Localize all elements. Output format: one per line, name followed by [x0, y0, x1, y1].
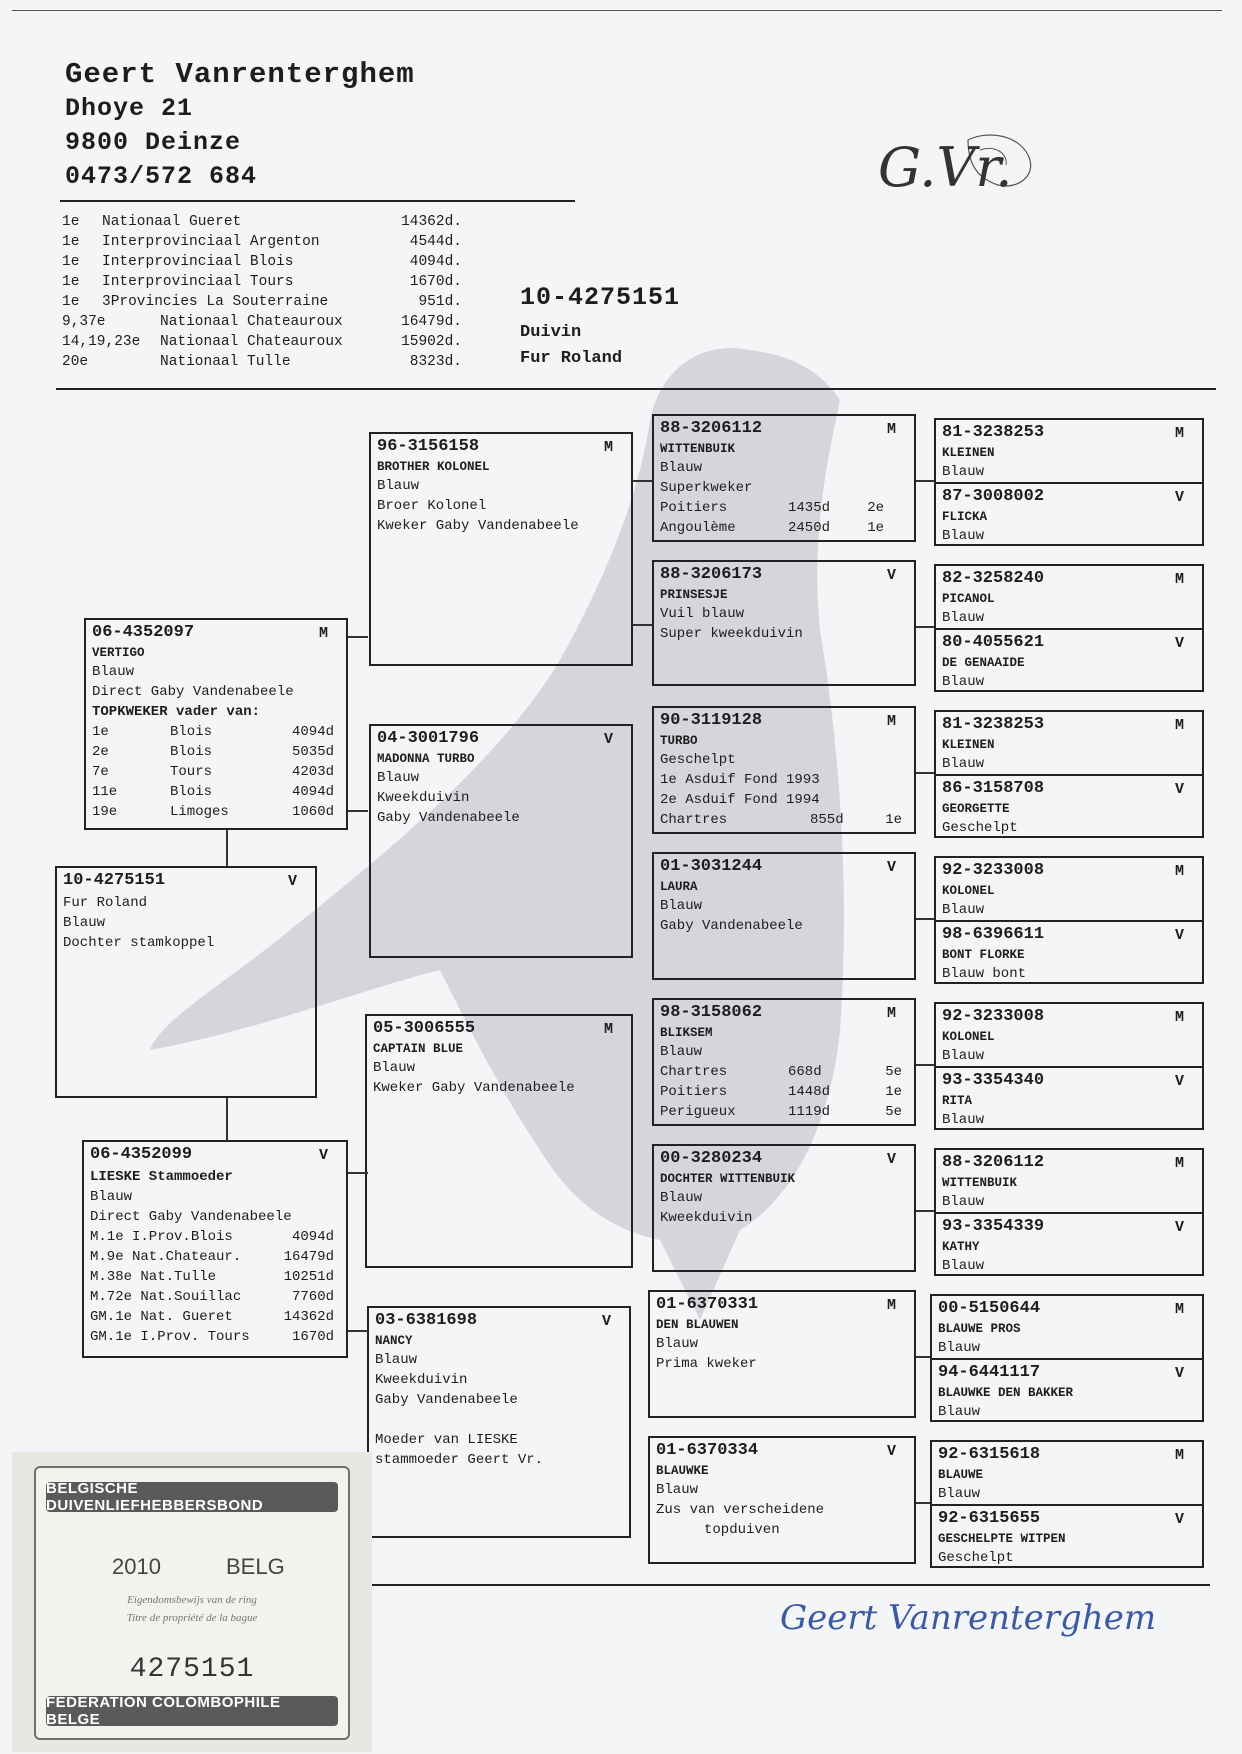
certificate-country: BELG [226, 1554, 285, 1579]
pedigree-gg5 [652, 998, 916, 1126]
pigeon-note: Moeder van LIESKE [375, 1432, 518, 1448]
ring-number: 80-4055621 [942, 633, 1045, 652]
pigeon-color: Blauw [377, 770, 420, 786]
sex-marker: M [1174, 717, 1184, 734]
result-row: 1e Interprovinciaal Argenton 4544d. [62, 234, 462, 250]
subject-block [520, 283, 680, 372]
pigeon-color: Blauw [942, 464, 985, 480]
sex-marker: V [318, 1147, 328, 1164]
pedigree-ggg-pair [934, 856, 1204, 984]
pigeon-name: NANCY [375, 1334, 413, 1348]
pigeon-name: BLAUWKE [656, 1464, 709, 1478]
pigeon-color: Blauw [375, 1352, 418, 1368]
pigeon-note: Direct Gaby Vandenabeele [92, 684, 294, 700]
ring-number: 03-6381698 [375, 1311, 478, 1330]
race-result: Poitiers 1448d 1e [660, 1084, 902, 1100]
header-divider [56, 388, 1216, 390]
ring-certificate-frame [34, 1466, 350, 1740]
sex-marker: M [1174, 571, 1184, 588]
pigeon-name: GESCHELPTE WITPEN [938, 1532, 1066, 1546]
pigeon-color: Blauw [942, 1112, 985, 1128]
pigeon-name: DEN BLAUWEN [656, 1318, 739, 1332]
sex-marker: M [886, 421, 896, 438]
race-result: GM.1e Nat. Gueret 14362d [90, 1309, 334, 1325]
pigeon-name: LAURA [660, 880, 698, 894]
pigeon-color: Blauw [660, 898, 703, 914]
ring-number: 01-6370331 [656, 1295, 759, 1314]
pigeon-color: Geschelpt [938, 1550, 1014, 1566]
pigeon-color: Geschelpt [942, 820, 1018, 836]
sex-marker: M [886, 1005, 896, 1022]
sex-marker: V [1174, 927, 1184, 944]
pigeon-color: Blauw [942, 902, 985, 918]
pigeon-color: Blauw [660, 1190, 703, 1206]
owner-city: 9800 Deinze [65, 128, 242, 157]
certificate-year: 2010 [112, 1554, 161, 1579]
connector [348, 1330, 368, 1332]
pigeon-color: Blauw [373, 1060, 416, 1076]
sex-marker: M [886, 713, 896, 730]
pedigree-ggg-pair [934, 710, 1204, 838]
result-row: 20e Nationaal Tulle 8323d. [62, 354, 462, 370]
pigeon-name: BROTHER KOLONEL [377, 460, 490, 474]
pedigree-grandsire-maternal [365, 1014, 633, 1268]
sex-marker: M [603, 439, 613, 456]
ring-number: 94-6441117 [938, 1363, 1041, 1382]
pigeon-color: Geschelpt [660, 752, 736, 768]
pigeon-name: KLEINEN [942, 738, 995, 752]
pigeon-note: Kweker Gaby Vandenabeele [373, 1080, 575, 1096]
certificate-line1: Eigendomsbewijs van de ring [127, 1594, 257, 1606]
ring-number: 92-6315618 [938, 1445, 1041, 1464]
sex-marker: V [1174, 781, 1184, 798]
sex-marker: V [886, 1443, 896, 1460]
pigeon-note [375, 1410, 623, 1430]
pedigree-ggg-pair [930, 1440, 1204, 1568]
race-result: Angoulème 2450d 1e [660, 520, 884, 536]
sex-marker: M [318, 625, 328, 642]
ring-number: 04-3001796 [377, 729, 480, 748]
ring-number: 06-4352097 [92, 623, 195, 642]
pedigree-ggg-pair [934, 1002, 1204, 1130]
pigeon-name: FLICKA [942, 510, 988, 524]
owner-street: Dhoye 21 [65, 94, 194, 123]
pigeon-color: Blauw [63, 915, 106, 931]
footer-divider [370, 1584, 1210, 1586]
pigeon-color: Blauw [942, 1048, 985, 1064]
connector [916, 772, 934, 774]
connector [916, 1064, 934, 1066]
sex-marker: M [1174, 863, 1184, 880]
ring-number: 88-3206112 [942, 1153, 1045, 1172]
owner-name: Geert Vanrenterghem [65, 58, 415, 91]
pigeon-name: GEORGETTE [942, 802, 1010, 816]
result-row: 1e 3Provincies La Souterraine 951d. [62, 294, 462, 310]
pedigree-gg4 [652, 852, 916, 980]
pigeon-name: KOLONEL [942, 1030, 995, 1044]
ring-number: 92-3233008 [942, 861, 1045, 880]
ring-certificate [12, 1452, 372, 1752]
pigeon-note: Gaby Vandenabeele [377, 810, 520, 826]
ring-number: 01-3031244 [660, 857, 763, 876]
certificate-org-bottom: FEDERATION COLOMBOPHILE BELGE [46, 1696, 338, 1726]
pigeon-note: Super kweekduivin [660, 626, 803, 642]
ring-number: 96-3156158 [377, 437, 480, 456]
race-result: Perigueux 1119d 5e [660, 1104, 902, 1120]
owner-block [65, 58, 415, 194]
connector [916, 1210, 934, 1212]
race-result: 2e Blois 5035d [92, 744, 334, 760]
ring-number: 92-6315655 [938, 1509, 1041, 1528]
pedigree-granddam-paternal [369, 724, 633, 958]
pedigree-granddam-maternal [367, 1306, 631, 1538]
ring-number: 82-3258240 [942, 569, 1045, 588]
sex-marker: V [886, 859, 896, 876]
pigeon-color: Blauw [377, 478, 420, 494]
pedigree-ggg-pair [934, 1148, 1204, 1276]
pigeon-note: Dochter stamkoppel [63, 935, 215, 951]
sex-marker: V [287, 873, 297, 890]
pigeon-name: DE GENAAIDE [942, 656, 1025, 670]
ring-number: 00-5150644 [938, 1299, 1041, 1318]
pigeon-color: Blauw [942, 756, 985, 772]
connector [916, 1356, 930, 1358]
sex-marker: V [601, 1313, 611, 1330]
connector [916, 626, 934, 628]
pigeon-name: KATHY [942, 1240, 980, 1254]
race-result: Chartres 855d 1e [660, 812, 902, 828]
pigeon-color: Blauw [656, 1482, 699, 1498]
owner-divider [60, 200, 575, 202]
result-row: 14,19,23e Nationaal Chateauroux 15902d. [62, 334, 462, 350]
result-row: 9,37e Nationaal Chateauroux 16479d. [62, 314, 462, 330]
pigeon-note: Kweekduivin [660, 1210, 753, 1226]
pigeon-name: MADONNA TURBO [377, 752, 475, 766]
ring-number: 05-3006555 [373, 1019, 476, 1038]
ring-number: 90-3119128 [660, 711, 763, 730]
pedigree-gg2 [652, 560, 916, 686]
pigeon-color: Blauw [92, 664, 135, 680]
pigeon-name: WITTENBUIK [942, 1176, 1018, 1190]
connector [916, 480, 934, 482]
sex-marker: V [1174, 489, 1184, 506]
pedigree-ggg-pair [934, 564, 1204, 692]
ring-number: 06-4352099 [90, 1145, 193, 1164]
result-row: 1e Nationaal Gueret 14362d. [62, 214, 462, 230]
pigeon-name: BONT FLORKE [942, 948, 1025, 962]
sex-marker: V [1174, 1219, 1184, 1236]
pigeon-note: TOPKWEKER vader van: [92, 704, 261, 720]
connector [633, 480, 652, 482]
pigeon-name: BLAUWE PROS [938, 1322, 1021, 1336]
pigeon-color: Blauw [938, 1404, 981, 1420]
pigeon-note: Gaby Vandenabeele [660, 918, 803, 934]
sex-marker: V [886, 1151, 896, 1168]
pedigree-gg7 [648, 1290, 916, 1418]
pigeon-name: RITA [942, 1094, 973, 1108]
sex-marker: V [603, 731, 613, 748]
pedigree-gg3 [652, 706, 916, 834]
connector [348, 636, 368, 638]
race-result: 19e Limoges 1060d [92, 804, 334, 820]
connector [916, 918, 934, 920]
sex-marker: M [1174, 1009, 1184, 1026]
pigeon-name: PRINSESJE [660, 588, 728, 602]
sex-marker: V [1174, 1511, 1184, 1528]
pigeon-color: Blauw [660, 460, 703, 476]
ring-number: 81-3238253 [942, 715, 1045, 734]
race-result: 11e Blois 4094d [92, 784, 334, 800]
ring-number: 98-3158062 [660, 1003, 763, 1022]
ring-number: 00-3280234 [660, 1149, 763, 1168]
pigeon-name: BLAUWKE DEN BAKKER [938, 1386, 1074, 1400]
race-result: 1e Blois 4094d [92, 724, 334, 740]
pedigree-dam [82, 1140, 348, 1358]
race-result: GM.1e I.Prov. Tours 1670d [90, 1329, 334, 1345]
pigeon-name: DOCHTER WITTENBUIK [660, 1172, 796, 1186]
sex-marker: M [1174, 425, 1184, 442]
connector [348, 810, 368, 812]
pigeon-note: Kweker Gaby Vandenabeele [377, 518, 579, 534]
pigeon-note: topduiven [704, 1522, 780, 1538]
pigeon-color: Vuil blauw [660, 606, 745, 622]
pigeon-note: 1e Asduif Fond 1993 [660, 772, 820, 788]
pigeon-color: Blauw [938, 1340, 981, 1356]
ring-number: 98-6396611 [942, 925, 1045, 944]
certificate-number: 4275151 [129, 1654, 255, 1685]
ring-number: 01-6370334 [656, 1441, 759, 1460]
pigeon-name: Fur Roland [63, 895, 148, 911]
pedigree-sire [84, 618, 348, 830]
sex-marker: M [1174, 1301, 1184, 1318]
pedigree-ggg-pair [930, 1294, 1204, 1422]
subject-name: Fur Roland [520, 349, 623, 368]
sex-marker: V [886, 567, 896, 584]
connector [226, 830, 228, 866]
race-result: Poitiers 1435d 2e [660, 500, 884, 516]
pigeon-color: Blauw [656, 1336, 699, 1352]
pigeon-name: CAPTAIN BLUE [373, 1042, 464, 1056]
signature: Geert Vanrenterghem [780, 1598, 1157, 1638]
pigeon-color: Blauw bont [942, 966, 1027, 982]
pigeon-note: stammoeder Geert Vr. [375, 1452, 544, 1468]
results-list [62, 212, 462, 372]
sex-marker: M [1174, 1155, 1184, 1172]
pigeon-name: WITTENBUIK [660, 442, 736, 456]
pigeon-color: Blauw [942, 528, 985, 544]
connector [916, 1502, 930, 1504]
sex-marker: M [603, 1021, 613, 1038]
sex-marker: V [1174, 635, 1184, 652]
race-result: M.72e Nat.Souillac 7760d [90, 1289, 334, 1305]
result-row: 1e Interprovinciaal Blois 4094d. [62, 254, 462, 270]
pigeon-name: TURBO [660, 734, 698, 748]
pigeon-name: KOLONEL [942, 884, 995, 898]
pigeon-name: KLEINEN [942, 446, 995, 460]
ring-number: 86-3158708 [942, 779, 1045, 798]
pigeon-note: Broer Kolonel [377, 498, 487, 514]
pedigree-ggg-pair [934, 418, 1204, 546]
race-result: 7e Tours 4203d [92, 764, 334, 780]
pigeon-color: Blauw [938, 1486, 981, 1502]
ring-number: 81-3238253 [942, 423, 1045, 442]
connector [633, 624, 652, 626]
pigeon-color: Blauw [942, 674, 985, 690]
logo [868, 130, 1088, 230]
pigeon-note: Prima kweker [656, 1356, 757, 1372]
sex-marker: M [886, 1297, 896, 1314]
pigeon-note: Direct Gaby Vandenabeele [90, 1209, 292, 1225]
pigeon-name: VERTIGO [92, 646, 145, 660]
ring-number: 10-4275151 [63, 871, 166, 890]
connector [226, 1098, 228, 1140]
pigeon-name: BLIKSEM [660, 1026, 713, 1040]
sex-marker: V [1174, 1365, 1184, 1382]
pigeon-name: PICANOL [942, 592, 995, 606]
certificate-line2: Titre de propriété de la bague [126, 1612, 258, 1624]
race-result: M.9e Nat.Chateaur. 16479d [90, 1249, 334, 1265]
sex-marker: V [1174, 1073, 1184, 1090]
pigeon-color: Blauw [90, 1189, 133, 1205]
pigeon-note: Kweekduivin [375, 1372, 468, 1388]
pedigree-grandsire-paternal [369, 432, 633, 666]
pigeon-color: Blauw [942, 610, 985, 626]
pigeon-name: BLAUWE [938, 1468, 984, 1482]
sex-marker: M [1174, 1447, 1184, 1464]
result-row: 1e Interprovinciaal Tours 1670d. [62, 274, 462, 290]
ring-number: 93-3354339 [942, 1217, 1045, 1236]
ring-number: 88-3206173 [660, 565, 763, 584]
pigeon-color: Blauw [660, 1044, 703, 1060]
race-result: M.1e I.Prov.Blois 4094d [90, 1229, 334, 1245]
owner-phone: 0473/572 684 [65, 162, 258, 191]
pigeon-name: LIESKE Stammoeder [90, 1169, 233, 1185]
connector [348, 1172, 368, 1174]
pigeon-note: Superkweker [660, 480, 753, 496]
pigeon-note: Gaby Vandenabeele [375, 1392, 518, 1408]
pedigree-main [55, 866, 317, 1098]
ring-number: 87-3008002 [942, 487, 1045, 506]
top-edge [12, 10, 1222, 11]
pigeon-color: Blauw [942, 1258, 985, 1274]
pigeon-color: Blauw [942, 1194, 985, 1210]
subject-type: Duivin [520, 323, 582, 342]
pedigree-gg8 [648, 1436, 916, 1564]
ring-number: 93-3354340 [942, 1071, 1045, 1090]
race-result: M.38e Nat.Tulle 10251d [90, 1269, 334, 1285]
pigeon-note: Zus van verscheidene [656, 1502, 825, 1518]
certificate-org-top: BELGISCHE DUIVENLIEFHEBBERSBOND [46, 1482, 338, 1512]
pedigree-gg1 [652, 414, 916, 542]
pedigree-gg6 [652, 1144, 916, 1272]
race-result: Chartres 668d 5e [660, 1064, 902, 1080]
pigeon-note: Kweekduivin [377, 790, 470, 806]
logo-text: G.Vr. [878, 136, 1013, 199]
ring-number: 92-3233008 [942, 1007, 1045, 1026]
ring-number: 88-3206112 [660, 419, 763, 438]
pigeon-note: 2e Asduif Fond 1994 [660, 792, 820, 808]
subject-ring: 10-4275151 [520, 283, 681, 312]
